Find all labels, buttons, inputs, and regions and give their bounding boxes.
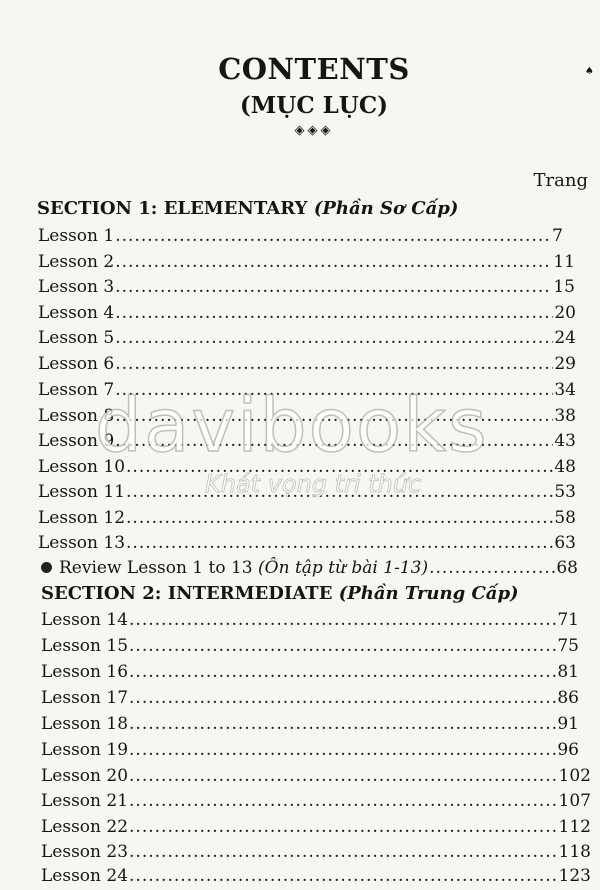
toc-entry[interactable]	[38, 457, 576, 481]
dot-leader	[129, 766, 558, 786]
toc-entry-page: 86	[557, 688, 579, 708]
section-title: SECTION 1: ELEMENTARY	[37, 198, 308, 219]
toc-entry[interactable]	[41, 688, 579, 712]
dot-leader	[129, 636, 556, 656]
toc-entry-label: Lesson 1	[38, 226, 115, 246]
dot-leader	[129, 842, 558, 862]
toc-entry-page: 29	[554, 354, 576, 374]
toc-entry-page: 96	[557, 740, 579, 760]
toc-entry[interactable]	[38, 226, 563, 250]
toc-entry[interactable]	[41, 766, 591, 790]
dot-leader	[115, 328, 553, 348]
corner-mark: ♠	[585, 66, 594, 77]
toc-entry-page: 34	[554, 380, 576, 400]
toc-entry-label: Lesson 18	[41, 714, 129, 734]
toc-entry-label: Lesson 13	[38, 533, 126, 553]
watermark-brand: davibooks	[95, 383, 489, 469]
toc-entry[interactable]	[38, 303, 576, 327]
toc-entry-page: 11	[553, 252, 575, 272]
toc-entry[interactable]	[38, 380, 576, 404]
toc-entry-label: Lesson 20	[41, 766, 129, 786]
toc-entry-label: Lesson 4	[38, 303, 115, 323]
toc-entry[interactable]	[41, 610, 579, 634]
dot-leader	[115, 226, 551, 246]
toc-entry-label: Lesson 22	[41, 817, 129, 837]
ornament-icon: ◈◈◈	[294, 123, 334, 138]
toc-entry-page: 102	[558, 766, 591, 786]
dot-leader	[129, 791, 558, 811]
toc-entry-label: Lesson 8	[38, 406, 115, 426]
bullet-icon	[41, 562, 52, 573]
toc-entry-label: Lesson 24	[41, 866, 129, 886]
toc-entry-label: Lesson 17	[41, 688, 129, 708]
toc-entry-label: Lesson 23	[41, 842, 129, 862]
dot-leader	[115, 354, 553, 374]
toc-entry-page: 58	[554, 508, 576, 528]
watermark-tagline: Khát vọng tri thức	[205, 470, 422, 498]
toc-entry-page: 81	[557, 662, 579, 682]
dot-leader	[129, 866, 558, 886]
toc-entry-label: Lesson 5	[38, 328, 115, 348]
review-label-vi: (Ôn tập từ bài 1-13)	[258, 558, 429, 578]
toc-entry-label: Lesson 11	[38, 482, 126, 502]
toc-entry[interactable]	[38, 508, 576, 532]
dot-leader	[129, 610, 556, 630]
dot-leader	[126, 482, 553, 502]
dot-leader	[126, 508, 553, 528]
dot-leader	[129, 817, 558, 837]
dot-leader	[129, 688, 556, 708]
toc-entry[interactable]	[41, 662, 579, 686]
dot-leader	[129, 662, 556, 682]
dot-leader	[115, 431, 553, 451]
dot-leader	[115, 406, 553, 426]
toc-review-entry[interactable]	[41, 558, 578, 582]
page-subtitle: (MỤC LỤC)	[239, 92, 389, 119]
toc-entry[interactable]	[38, 252, 575, 276]
dot-leader	[126, 457, 553, 477]
toc-entry-label: Lesson 21	[41, 791, 129, 811]
dot-leader	[115, 303, 553, 323]
toc-entry-page: 68	[556, 558, 578, 578]
review-label: Review Lesson 1 to 13	[59, 558, 253, 578]
toc-entry-label: Lesson 6	[38, 354, 115, 374]
section-title: SECTION 2: INTERMEDIATE	[41, 583, 333, 604]
toc-entry-page: 91	[557, 714, 579, 734]
toc-entry-page: 38	[554, 406, 576, 426]
toc-entry-page: 107	[558, 791, 591, 811]
dot-leader	[129, 740, 556, 760]
section-heading-elementary	[37, 198, 458, 219]
toc-entry-page: 20	[554, 303, 576, 323]
toc-entry-label: Lesson 19	[41, 740, 129, 760]
section-subtitle: (Phần Sơ Cấp)	[313, 198, 459, 219]
toc-entry-page: 43	[554, 431, 576, 451]
toc-entry-page: 118	[558, 842, 591, 862]
toc-entry-label: Lesson 10	[38, 457, 126, 477]
toc-entry-label: Lesson 3	[38, 277, 115, 297]
dot-leader	[429, 558, 555, 578]
toc-entry-page: 15	[553, 277, 575, 297]
toc-entry-label: Lesson 9	[38, 431, 115, 451]
toc-entry-page: 71	[557, 610, 579, 630]
toc-entry[interactable]	[38, 482, 576, 506]
dot-leader	[115, 277, 552, 297]
toc-entry-page: 48	[554, 457, 576, 477]
dot-leader	[115, 380, 553, 400]
toc-entry[interactable]	[41, 866, 591, 890]
toc-entry[interactable]	[41, 791, 591, 815]
toc-entry-label: Lesson 7	[38, 380, 115, 400]
dot-leader	[129, 714, 556, 734]
section-subtitle: (Phần Trung Cấp)	[338, 583, 519, 604]
page-title: CONTENTS	[218, 52, 410, 86]
toc-entry-label: Lesson 2	[38, 252, 115, 272]
page-column-label: Trang	[533, 170, 588, 191]
toc-entry-page: 75	[557, 636, 579, 656]
toc-entry-page: 24	[554, 328, 576, 348]
toc-entry-label: Lesson 16	[41, 662, 129, 682]
toc-entry-label: Lesson 15	[41, 636, 129, 656]
toc-entry[interactable]	[41, 740, 579, 764]
toc-entry-page: 63	[554, 533, 576, 553]
toc-entry-page: 112	[558, 817, 591, 837]
section-heading-intermediate	[41, 583, 519, 604]
dot-leader	[115, 252, 552, 272]
toc-entry[interactable]	[38, 431, 576, 455]
dot-leader	[126, 533, 553, 553]
toc-entry[interactable]	[38, 406, 576, 430]
toc-entry[interactable]	[41, 817, 591, 841]
toc-entry[interactable]	[41, 714, 579, 738]
toc-entry-label: Lesson 14	[41, 610, 129, 630]
toc-entry[interactable]	[41, 842, 591, 866]
toc-entry-page: 7	[552, 226, 563, 246]
toc-entry-page: 123	[558, 866, 591, 886]
toc-entry[interactable]	[38, 533, 576, 557]
toc-entry[interactable]	[38, 328, 576, 352]
toc-entry-page: 53	[554, 482, 576, 502]
toc-entry[interactable]	[38, 354, 576, 378]
toc-entry-label: Lesson 12	[38, 508, 126, 528]
toc-entry[interactable]	[38, 277, 575, 301]
toc-entry[interactable]	[41, 636, 579, 660]
